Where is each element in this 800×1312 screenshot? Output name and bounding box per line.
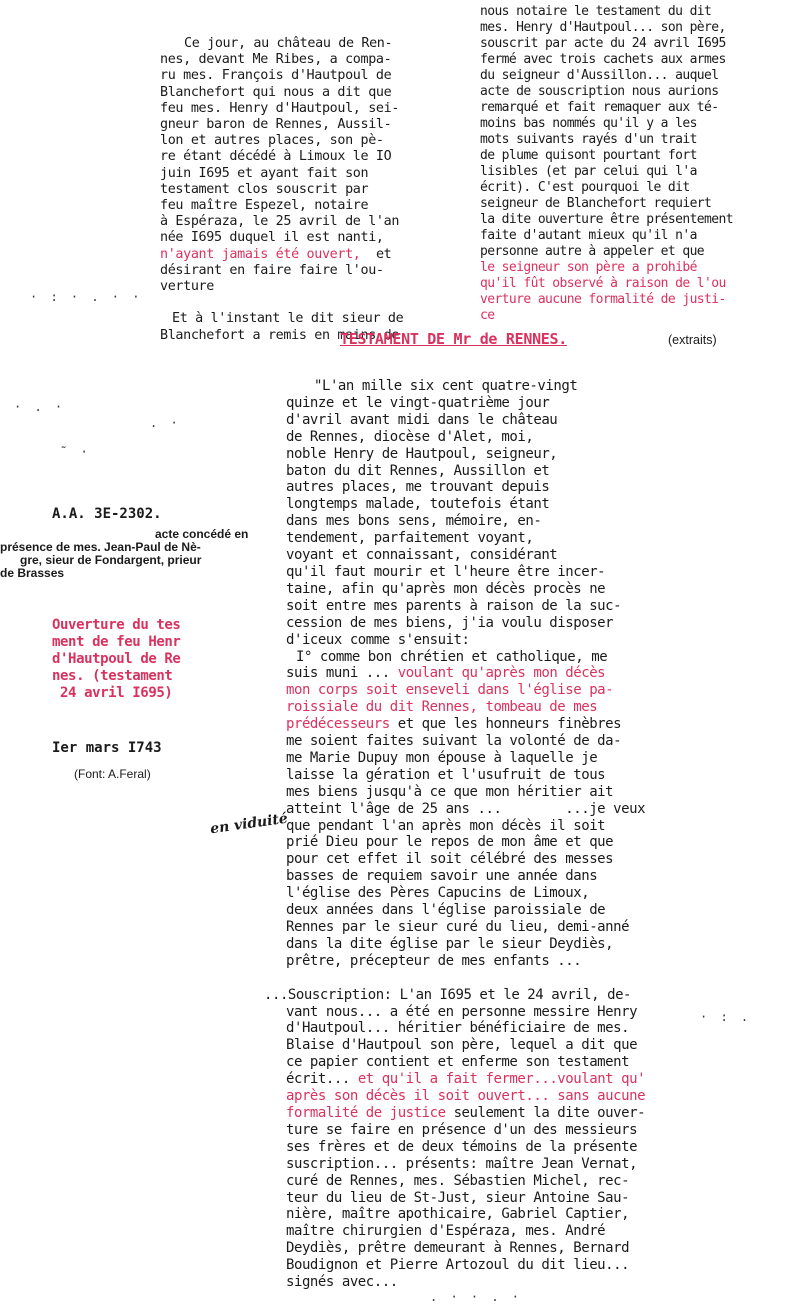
line: ce papier contient et enferme son testament (286, 1054, 630, 1071)
highlighted-line: n'ayant jamais été ouvert, (160, 246, 361, 262)
line: désirant en faire faire l'ou- (160, 262, 384, 278)
highlighted-line: le seigneur son père a prohibé (480, 260, 697, 275)
handwritten-annotation: en viduité (209, 810, 289, 838)
line: cession de mes biens, j'ia voulu disposer (286, 614, 614, 631)
line: taine, afin qu'après mon décès procès ne (286, 580, 606, 597)
scan-speckle: . · · . · (430, 1290, 523, 1304)
line: acte concédé en (155, 527, 249, 541)
line: mes biens jusqu'à ce que mon héritier ait (286, 783, 614, 800)
line: nes, devant Me Ribes, a compa- (160, 52, 392, 68)
line: basses de requiem savoir une année dans (286, 868, 598, 885)
line: d'iceux comme s'ensuit: (286, 631, 470, 648)
highlighted-line: mon corps soit enseveli dans l'église pa- (286, 682, 614, 699)
line: atteint l'âge de 25 ans ... ...je veux (286, 800, 646, 817)
line: écrit). C'est pourquoi le dit (480, 180, 690, 195)
line: Boudignon et Pierre Artozoul du dit lieu... (286, 1257, 630, 1274)
archive-reference: A.A. 3E-2302. (52, 506, 162, 522)
line: lon et autres places, son pè- (160, 133, 384, 149)
line: seulement la dite ouver- (453, 1104, 646, 1121)
line: teur du lieu de St-Just, sieur Antoine Sau- (286, 1189, 630, 1206)
line: re étant décédé à Limoux le IO (160, 149, 392, 165)
line: longtemps malade, toutefois étant (286, 496, 550, 513)
line: ses frères et de deux témoins de la présente (286, 1138, 638, 1155)
scan-speckle: . · (150, 416, 181, 430)
line: 24 avril I695) (60, 685, 173, 701)
line: baton du dit Rennes, Aussillon et (286, 462, 550, 479)
line: mes. Henry d'Hautpoul... son père, (480, 20, 726, 35)
line: testament clos souscrit par (160, 181, 369, 197)
line: me Marie Dupuy mon épouse à laquelle je (286, 749, 598, 766)
line: seigneur de Blanchefort requiert (480, 196, 712, 211)
line: feu maître Espezel, notaire (160, 198, 369, 214)
line: nous notaire le testament du dit (480, 4, 712, 19)
line: moins bas nommés qu'il y a les (480, 116, 697, 131)
line: acte de souscription nous aurions (480, 84, 719, 99)
line: I° comme bon chrétien et catholique, me (296, 648, 608, 665)
line: maître chirurgien d'Espéraza, mes. André (286, 1223, 606, 1240)
line: écrit... (286, 1071, 350, 1088)
line: à Espéraza, le 25 avril de l'an (160, 214, 400, 230)
document-title: TESTAMENT DE Mr de RENNES. (340, 330, 568, 348)
line: prié Dieu pour le repos de mon âme et que (286, 834, 614, 851)
line: autres places, me trouvant depuis (286, 479, 550, 496)
line: Deydiès, prêtre demeurant à Rennes, Bernard (286, 1240, 630, 1257)
line: de Rennes, diocèse d'Alet, moi, (286, 428, 534, 445)
line: curé de Rennes, mes. Sébastien Michel, rec- (286, 1172, 630, 1189)
line: "L'an mille six cent quatre-vingt (314, 378, 578, 394)
line: Ce jour, au château de Ren- (184, 36, 393, 51)
line: ment de feu Henr (52, 634, 181, 650)
line: verture (160, 279, 214, 295)
scan-speckle: · : · . · · (30, 290, 143, 304)
highlighted-line: prédécesseurs (286, 716, 390, 733)
highlighted-line: formalité de justice (286, 1104, 446, 1121)
line: lisibles (et par celui qui l'a (480, 164, 697, 179)
line: noble Henry de Hautpoul, seigneur, (286, 445, 558, 462)
line: présence de mes. Jean-Paul de Nè- (0, 540, 201, 554)
line: ru mes. François d'Hautpoul de (160, 68, 392, 84)
line: née I695 duquel il est nanti, (160, 230, 384, 246)
line: voyant et connaissant, considérant (286, 547, 558, 564)
line: remarqué et fait remaquer aux té- (480, 100, 719, 115)
line: pour cet effet il soit célébré des messes (286, 851, 614, 868)
line: quinze et le vingt-quatrième jour (286, 394, 550, 411)
top-left-paragraph (160, 36, 403, 344)
source-note: (Font: A.Feral) (74, 767, 151, 781)
highlighted-line: qu'il fût observé à raison de l'ou (480, 276, 726, 291)
main-text (264, 378, 646, 1291)
scan-speckle: · : . (700, 1010, 752, 1024)
line: faite d'autant mieux qu'il n'a (480, 228, 697, 243)
line: prêtre, précepteur de mes enfants ... (286, 952, 582, 969)
line: juin I695 et ayant fait son (160, 165, 369, 181)
line: Ouverture du tes (52, 617, 181, 633)
line: Blaise d'Hautpoul son père, lequel a dit que (286, 1037, 638, 1054)
line: Blanchefort a remis en mains de (160, 327, 400, 343)
scan-speckle: ˜ · (60, 445, 91, 459)
line: la dite ouverture être présentement (480, 212, 733, 227)
line: suis muni ... (286, 665, 390, 682)
line: d'Hautpoul de Re (52, 651, 181, 667)
line: de Brasses (0, 566, 65, 580)
line: du seigneur d'Aussillon... auquel (480, 68, 719, 83)
line: dans mes bons sens, mémoire, en- (286, 513, 542, 530)
line: gre, sieur de Fondargent, prieur (20, 553, 202, 567)
line: et que les honneurs finèbres (397, 716, 622, 733)
highlighted-line: voulant qu'après mon décès (397, 665, 606, 682)
line: tendement, parfaitement voyant, (286, 530, 534, 547)
line: me soient faites suivant la volonté de da- (286, 733, 622, 750)
line: mots suivants rayés d'un trait (480, 132, 697, 147)
highlighted-line: ce (480, 308, 495, 323)
top-right-paragraph (480, 4, 733, 324)
highlighted-line: après son décès il soit ouvert... sans aucune (286, 1088, 646, 1105)
highlighted-line: et qu'il a fait fermer...voulant qu' (357, 1071, 646, 1088)
line: vant nous... a été en personne messire Henry (286, 1003, 638, 1020)
document-date: Ier mars I743 (52, 740, 162, 756)
line: personne autre à appeler et que (480, 244, 705, 259)
line: que pendant l'an après mon décès il soit (286, 817, 606, 834)
line: gneur baron de Rennes, Aussil- (160, 117, 392, 133)
line: d'Hautpoul... héritier bénéficiaire de mes. (286, 1020, 630, 1037)
line: Blanchefort qui nous a dit que (160, 84, 392, 100)
line: ture se faire en présence d'un des messieurs (286, 1121, 638, 1138)
line: Et à l'instant le dit sieur de (172, 311, 404, 327)
line: feu mes. Henry d'Hautpoul, sei- (160, 100, 400, 116)
line: laisse la gération et l'usufruit de tous (286, 766, 606, 783)
line: Rennes par le sieur curé du lieu, demi-anné (286, 919, 630, 935)
title-note: (extraits) (668, 333, 717, 347)
highlighted-line: verture aucune formalité de justi- (480, 292, 726, 307)
ouverture-note (52, 617, 180, 702)
scan-speckle: · . · (14, 400, 66, 414)
highlighted-line: roissiale du dit Rennes, tombeau de mes (286, 699, 598, 716)
line: et (375, 246, 392, 262)
line: qu'il faut mourir et l'heure être incer- (286, 563, 606, 580)
line: souscrit par acte du 24 avril I695 (480, 36, 726, 51)
line: fermé avec trois cachets aux armes (480, 52, 726, 67)
line: l'église des Pères Capucins de Limoux, (286, 885, 590, 902)
line: ...Souscription: L'an I695 et le 24 avril, de- (264, 986, 632, 1003)
line: soit entre mes parents à raison de la suc- (286, 597, 622, 614)
acte-note (0, 528, 270, 580)
line: nière, maître apothicaire, Gabriel Captier, (286, 1206, 630, 1223)
line: deux années dans l'église paroissiale de (286, 902, 606, 919)
line: dans la dite église par le sieur Deydiès, (286, 935, 614, 952)
line: d'avril avant midi dans le château (286, 411, 558, 428)
line: de plume quisont pourtant fort (480, 148, 697, 163)
line: suscription... présents: maître Jean Vernat, (286, 1155, 638, 1172)
line: signés avec... (286, 1274, 398, 1291)
line: nes. (testament (52, 668, 173, 684)
